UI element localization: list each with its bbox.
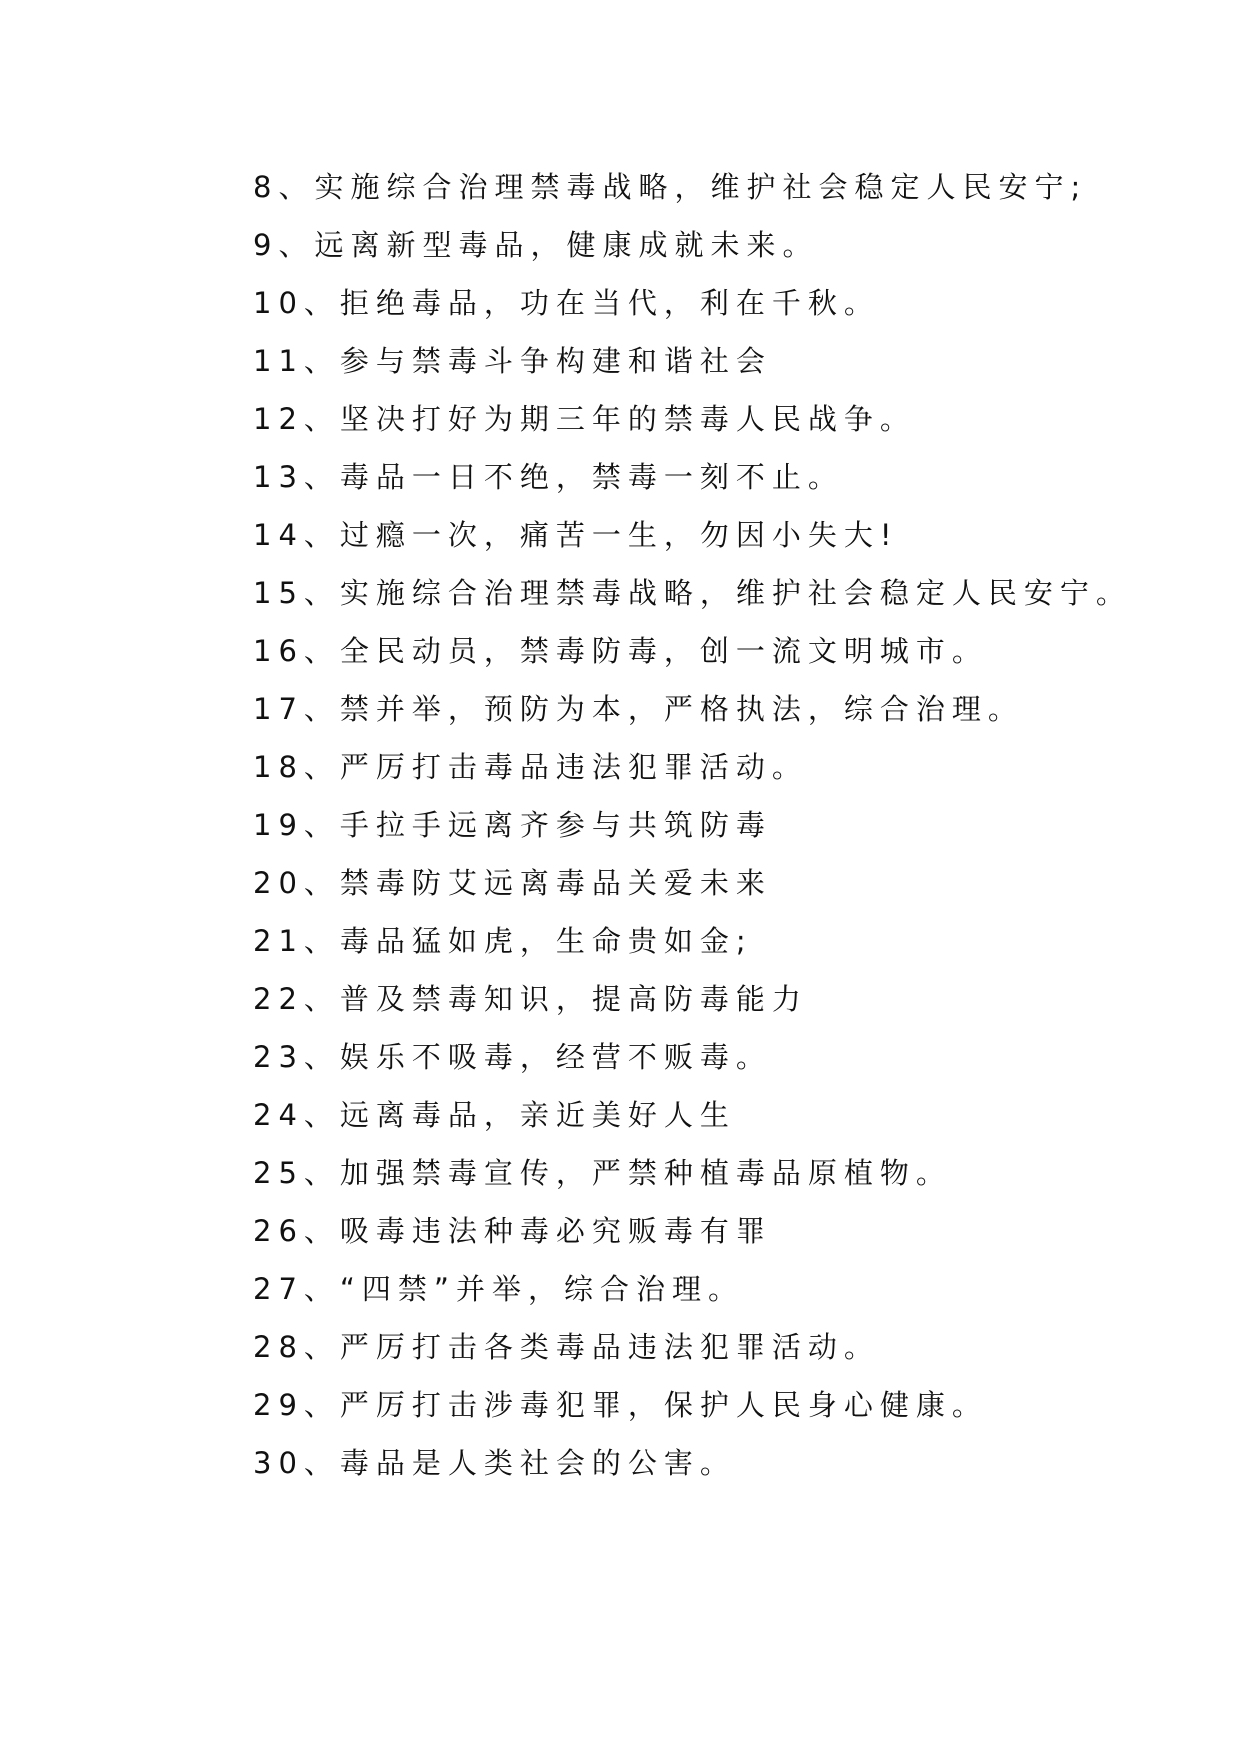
slogan-line: 18、严厉打击毒品违法犯罪活动。 — [253, 750, 808, 784]
slogan-line: 14、过瘾一次，痛苦一生，勿因小失大! — [253, 518, 899, 552]
slogan-line: 9、远离新型毒品，健康成就未来。 — [253, 228, 819, 262]
slogan-line: 13、毒品一日不绝，禁毒一刻不止。 — [253, 460, 844, 494]
slogan-line: 26、吸毒违法种毒必究贩毒有罪 — [253, 1214, 772, 1248]
slogan-line: 11、参与禁毒斗争构建和谐社会 — [253, 344, 772, 378]
slogan-line: 25、加强禁毒宣传，严禁种植毒品原植物。 — [253, 1156, 952, 1190]
slogan-line: 17、禁并举，预防为本，严格执法，综合治理。 — [253, 692, 1024, 726]
slogan-line: 21、毒品猛如虎，生命贵如金; — [253, 924, 753, 958]
slogan-line: 24、远离毒品，亲近美好人生 — [253, 1098, 736, 1132]
slogan-line: 20、禁毒防艾远离毒品关爱未来 — [253, 866, 772, 900]
slogan-line: 8、实施综合治理禁毒战略，维护社会稳定人民安宁; — [253, 170, 1088, 204]
slogan-line: 12、坚决打好为期三年的禁毒人民战争。 — [253, 402, 916, 436]
slogan-line: 30、毒品是人类社会的公害。 — [253, 1446, 736, 1480]
slogan-line: 15、实施综合治理禁毒战略，维护社会稳定人民安宁。 — [253, 576, 1132, 610]
slogan-line: 27、“四禁”并举，综合治理。 — [253, 1272, 744, 1306]
slogan-list — [253, 158, 1193, 1492]
slogan-line: 23、娱乐不吸毒，经营不贩毒。 — [253, 1040, 772, 1074]
slogan-line: 22、普及禁毒知识，提高防毒能力 — [253, 982, 808, 1016]
slogan-line: 16、全民动员，禁毒防毒，创一流文明城市。 — [253, 634, 988, 668]
slogan-line: 29、严厉打击涉毒犯罪，保护人民身心健康。 — [253, 1388, 988, 1422]
slogan-line: 10、拒绝毒品，功在当代，利在千秋。 — [253, 286, 880, 320]
slogan-line: 19、手拉手远离齐参与共筑防毒 — [253, 808, 772, 842]
slogan-line: 28、严厉打击各类毒品违法犯罪活动。 — [253, 1330, 880, 1364]
